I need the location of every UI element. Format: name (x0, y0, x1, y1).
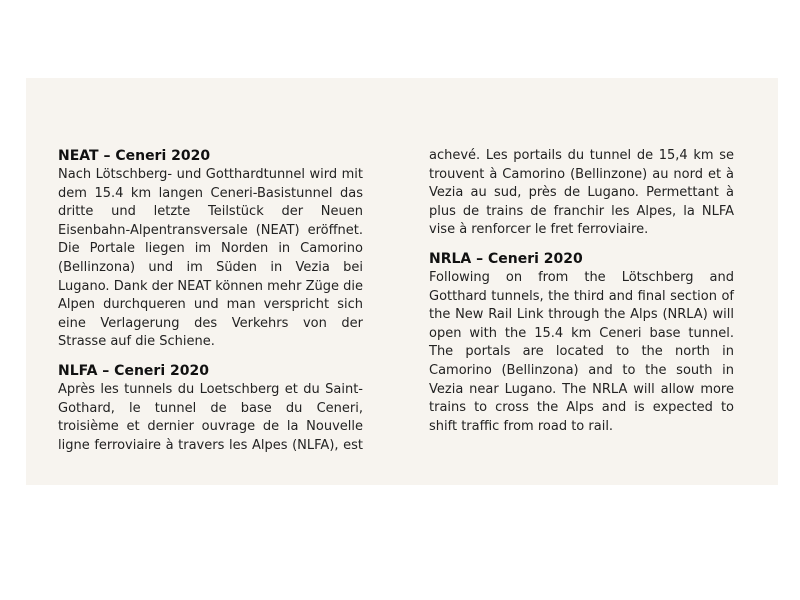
document-card (26, 78, 778, 485)
heading-nrla: NRLA – Ceneri 2020 (429, 250, 583, 267)
section-neat (58, 147, 363, 352)
body-nlfa-continued: achevé. Les portails du tunnel de 15,4 km se trouvent à Camorino (Bellinzone) au nord et à Vezia au sud, près de Lugano. Permettant à plus de trains de franchir les Alpes, la NLFA vise à renforcer le fret ferroviaire. (429, 148, 734, 238)
left-column (58, 147, 363, 465)
body-nrla: Following on from the Lötschberg and Gotthard tunnels, the third and final section of the New Rail Link through the Alps (NRLA) will open with the 15.4 km Ceneri base tunnel. The portals are located to the north in Camorino (Bellinzona) and to the south in Vezia near Lugano. The NRLA will allow more trains to cross the Alps and is expected to shift traffic from road to rail. (429, 269, 734, 434)
section-nrla (429, 250, 734, 436)
heading-nlfa: NLFA – Ceneri 2020 (58, 362, 209, 379)
right-column (429, 147, 734, 446)
section-nlfa-continued (429, 147, 734, 240)
section-nlfa (58, 362, 363, 455)
body-nlfa: Après les tunnels du Loetschberg et du Saint-Gothard, le tunnel de base du Ceneri, troisième et dernier ouvrage de la Nouvelle ligne ferroviaire à travers les Alpes (NLFA), est (58, 381, 363, 453)
heading-neat: NEAT – Ceneri 2020 (58, 148, 211, 164)
body-neat: Nach Lötschberg- und Gotthardtunnel wird mit dem 15.4 km langen Ceneri-Basistunnel das dritte und letzte Teilstück der Neuen Eisenbahn-Alpentransversale (NEAT) eröffnet. Die Portale liegen im Norden in Camorino (Bellinzona) und im Süden in Vezia bei Lugano. Dank der NEAT können mehr Züge die Alpen durchqueren und man verspricht sich eine Verlagerung des Verkehrs von der Strasse auf die Schiene. (58, 167, 363, 350)
